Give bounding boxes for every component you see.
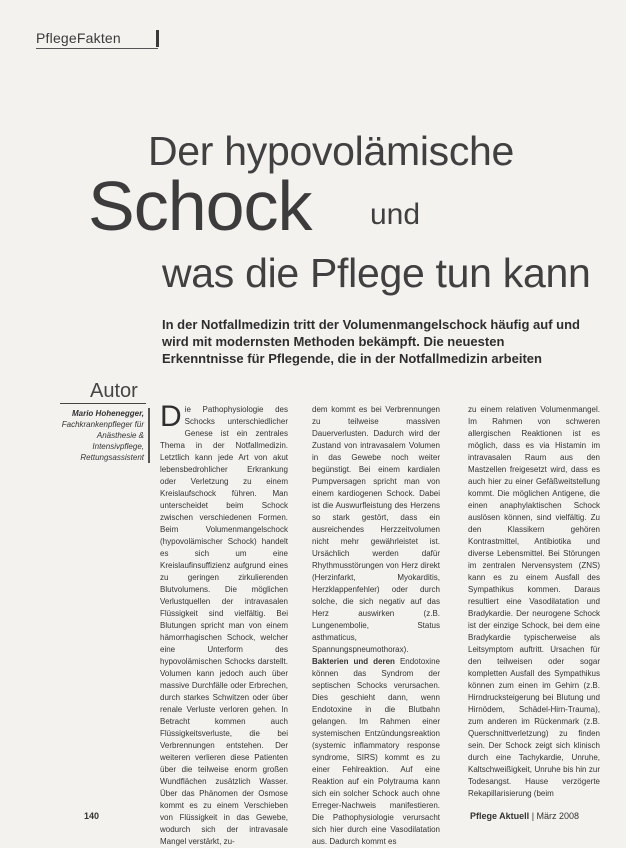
author-rule (60, 403, 146, 404)
column-2-text-a: dem kommt es bei Verbrennungen zu teilweise massiven Dauerverlusten. Dadurch wird der Zustand von intravasalem Volumen in das Gewebe noch weiter begünstigt. Bei einem kardialen Pumpversagen spricht man von einem kardiogenen Schock. Dabei ist die Auswurfleistung des Herzens so stark gestört, dass ein ausreichendes Herzzeitvolumen nicht mehr gewährleistet ist. Ursächlich werden dafür Rhythmusstörungen von Herz direkt (Herzinfarkt, Myokarditis, Herzklappenfehler) oder durch solche, die sich negativ auf das Herz auswirken (z.B. Lungenembolie, Status asthmaticus, Spannungspneumothorax). (312, 405, 440, 654)
issue-date: | März 2008 (529, 811, 580, 821)
title-line-3: was die Pflege tun kann (162, 250, 591, 296)
body-column-1 (160, 400, 288, 848)
title-line-2-big: Schock (88, 167, 312, 245)
section-tag-rule (36, 48, 158, 49)
author-heading: Autor (90, 380, 138, 402)
column-1-text: ie Pathophysiologie des Schocks unterschiedlicher Genese ist ein zentrales Thema in der Notfallmedizin. Letztlich kann jede Art von akut lebensbedrohlicher Erkrankung oder Verletzung zu einem Kreislaufschock führen. Man unterscheidet beim Schock zwischen verschiedenen Formen. Beim Volumenmangelschock (hypovolämischer Schock) handelt es sich um eine Kreislaufinsuffizienz aufgrund eines zu geringen zirkulierenden Blutvolumens. Die möglichen Verlustquellen der intravasalen Flüssigkeit sind vielfältig. Bei Blutungen spricht man von einem hämorrhagischen Schock, welcher eine Unterform des hypovolämischen Schocks darstellt. Volumen kann jedoch auch über massive Durchfälle oder Erbrechen, durch starkes Schwitzen oder über renale Verluste verloren gehen. In Betracht kommen auch Flüssigkeitsverluste, die bei Verbrennungen entstehen. Der weiteren verlieren diese Patienten über die teilweise enorm großen Wundflächen zusätzlich Wasser. Über das Phänomen der Osmose kommt es zu einem Verschieben von Flüssigkeit in das Gewebe, wodurch sich der intravasale Mangel verstärkt, zu- (160, 405, 288, 846)
column-2-text-b: Endotoxine können das Syndrom der septischen Schocks verursachen. Dies geschieht dann, wenn Endotoxine in die Blutbahn gelangen. Im Rahmen einer systemischen Entzündungsreaktion (systemic inflammatory response syndrome, SIRS) kommt es zu einer Fehlreaktion. Auf eine Reaktion auf ein Polytrauma kann sich ein solcher Schock auch ohne Erreger-Nachweis manifestieren. Die Pathophysiologie verursacht sich hier durch eine Vasodilatation aus. Dadurch kommt es (312, 657, 440, 846)
column-3-text: zu einem relativen Volumenmangel. Im Rahmen von schweren allergischen Reaktionen ist es möglich, dass es via Histamin im intravasalen Raum aus den Mastzellen freigesetzt wird, dass es auch hier zu einer Gefäßweitstellung kommt. Die möglichen Antigene, die einen anaphylaktischen Schock auslösen können, sind vielfältig. Zu den Klassikern gehören Kontrastmittel, Antibiotika und diverse Lebensmittel. Bei Störungen im zentralen Nervensystem (ZNS) kann es zu einem Ausfall des Sympathikus kommen. Daraus resultiert eine Vasodilatation und Bradykardie. Der neurogene Schock ist der einzige Schock, bei dem eine Bradykardie typischerweise als Leitsymptom auftritt. Ursachen für den teilweisen oder sogar kompletten Ausfall des Sympathikus können zum einen im Gehirn (z.B. Hirndrucksteigerung bei Blutung und Hirnödem, Schädel-Hirn-Trauma), zum anderen im Rückenmark (z.B. Querschnittverletzung) zu finden sein. Der Schock zeigt sich klinisch durch eine Tachykardie, Unruhe, Kaltschweißigkeit, Unruhe bis hin zur Todesangst. Hause verzögerte Rekapillarisierung (beim (468, 405, 600, 798)
title-line-1: Der hypovolämische (148, 128, 515, 174)
author-details: Fachkrankenpfleger für Anästhesie & Intensivpflege, Rettungsassistent (61, 420, 144, 462)
drop-cap: D (160, 400, 182, 433)
column-2-bold-lead: Bakterien und deren (312, 657, 395, 666)
body-column-3 (468, 404, 600, 800)
title-line-2-small: und (370, 198, 421, 231)
article-lead: In der Notfallmedizin tritt der Volumenmangelschock häufig auf und wird mit modernsten Methoden bekämpft. Die neuesten Erkenntnisse für Pflegende, die in der Notfallmedizin arbeiten (162, 317, 580, 366)
body-column-2 (312, 404, 440, 848)
magazine-name: Pflege Aktuell (470, 811, 530, 821)
author-box (56, 408, 150, 463)
page-number: 140 (84, 811, 100, 821)
footer-magazine (470, 811, 579, 821)
section-tag: PflegeFakten (36, 30, 121, 46)
section-tag-bar (156, 30, 159, 47)
author-name: Mario Hohenegger, (71, 409, 144, 418)
